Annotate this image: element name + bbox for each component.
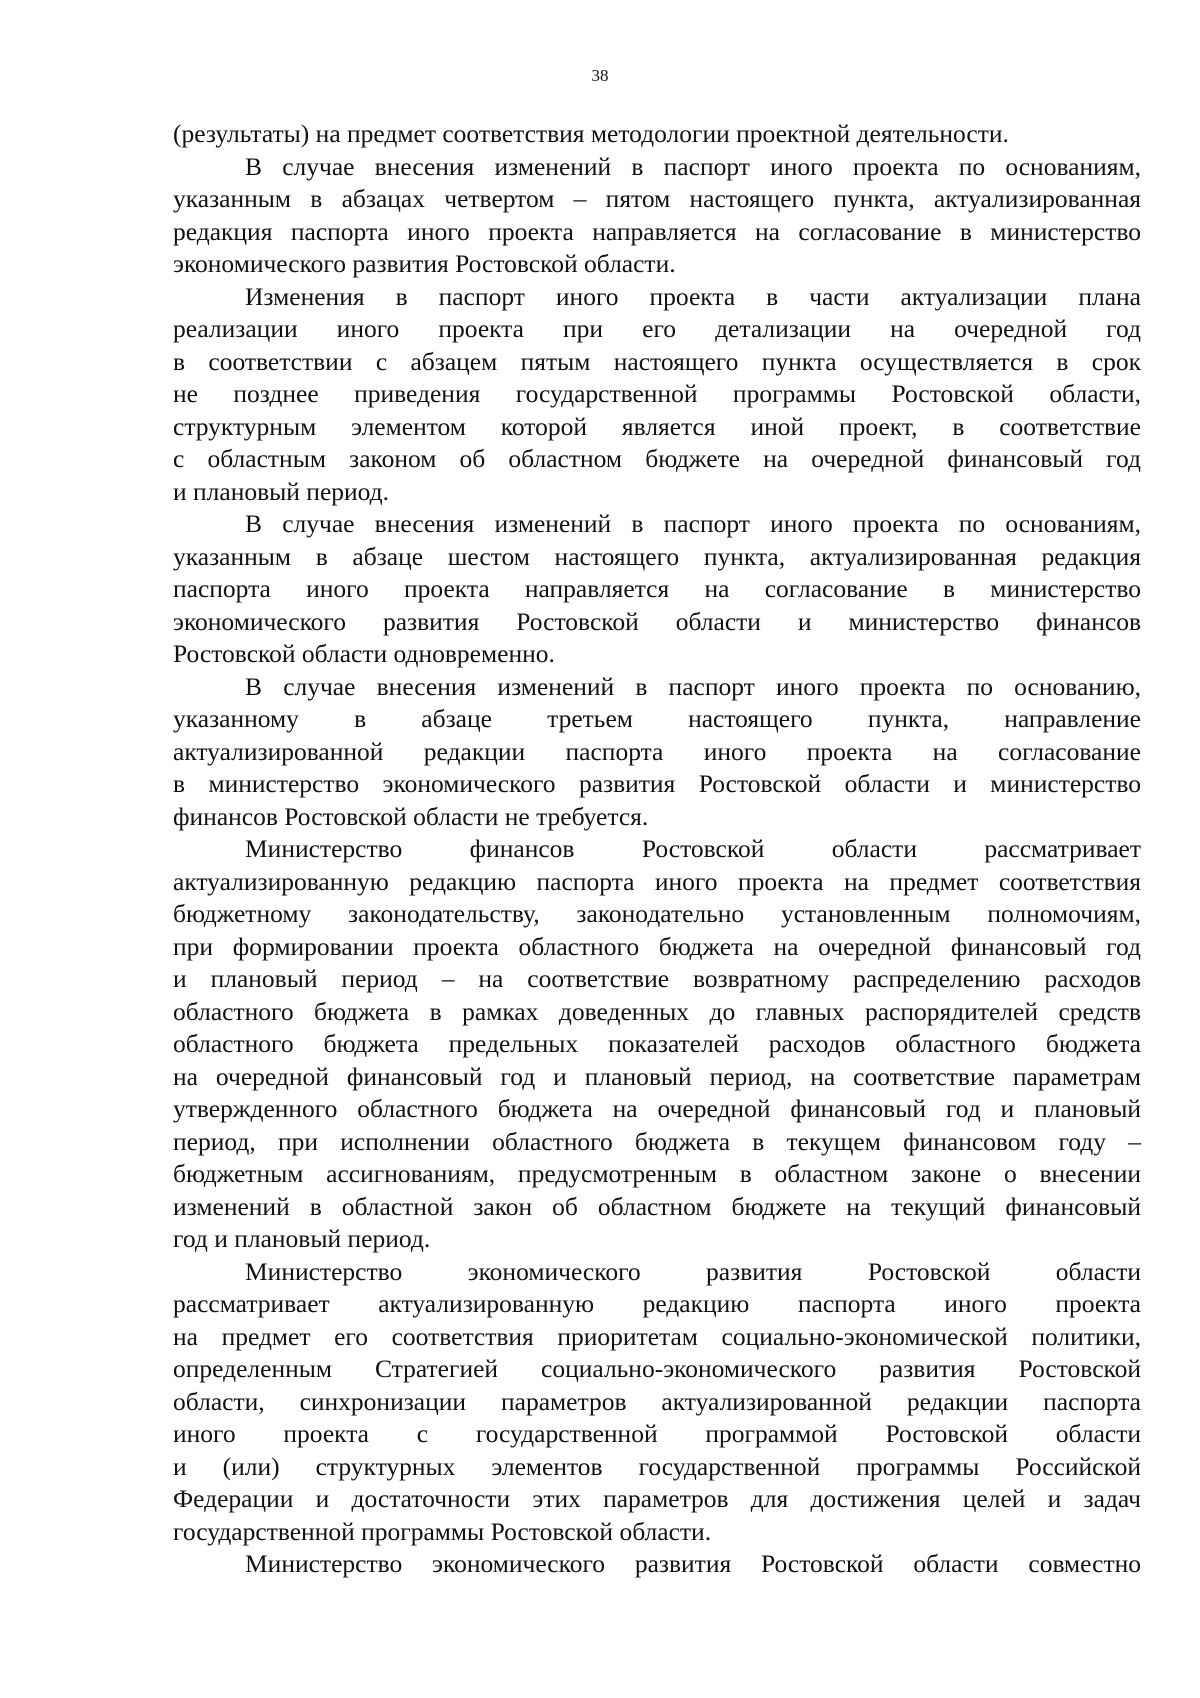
text-line: не позднее приведения государственной программы Ростовской области,: [173, 379, 1141, 408]
text-line: на очередной финансовый год и плановый период, на соответствие параметрам: [173, 1061, 1141, 1091]
text-line: Ростовской области одновременно.: [173, 639, 555, 668]
text-line: в министерство экономического развития Ростовской области и министерство: [173, 769, 1141, 798]
text-line: рассматривает актуализированную редакцию паспорта иного проекта: [173, 1289, 1141, 1318]
text-line: Министерство экономического развития Ростовской области совместно: [245, 1549, 1141, 1578]
text-line: В случае внесения изменений в паспорт иного проекта по основанию,: [245, 671, 1141, 701]
text-line: и плановый период – на соответствие возвратному распределению расходов: [173, 964, 1141, 993]
text-line: экономического развития Ростовской области и министерство финансов: [173, 606, 1141, 636]
text-line: актуализированную редакцию паспорта иного проекта на предмет соответствия: [173, 866, 1141, 896]
text-line: и (или) структурных элементов государственной программы Российской: [173, 1451, 1141, 1481]
text-line: утвержденного областного бюджета на очередной финансовый год и плановый: [173, 1094, 1141, 1123]
text-line: В случае внесения изменений в паспорт иного проекта по основаниям,: [245, 151, 1141, 181]
text-line: Изменения в паспорт иного проекта в части актуализации плана: [245, 281, 1141, 311]
text-line: структурным элементом которой является иной проект, в соответствие: [173, 411, 1141, 441]
text-line: год и плановый период.: [173, 1224, 431, 1253]
text-line: актуализированной редакции паспорта иного проекта на согласование: [173, 736, 1141, 766]
text-line: областного бюджета предельных показателей расходов областного бюджета: [173, 1029, 1141, 1058]
page-number: 38: [591, 66, 609, 85]
text-line: период, при исполнении областного бюджета в текущем финансовом году –: [173, 1126, 1141, 1156]
text-line: иного проекта с государственной программой Ростовской области: [173, 1419, 1141, 1448]
text-line: паспорта иного проекта направляется на согласование в министерство: [173, 574, 1141, 603]
text-line: указанным в абзаце шестом настоящего пункта, актуализированная редакция: [173, 541, 1141, 571]
text-line: бюджетному законодательству, законодательно установленным полномочиям,: [173, 899, 1141, 928]
text-line: Министерство финансов Ростовской области рассматривает: [245, 834, 1141, 863]
text-line: и плановый период.: [173, 476, 390, 506]
text-line: на предмет его соответствия приоритетам социально-экономической политики,: [173, 1321, 1141, 1351]
text-line: В случае внесения изменений в паспорт иного проекта по основаниям,: [245, 509, 1141, 538]
text-line: определенным Стратегией социально-экономического развития Ростовской: [173, 1354, 1141, 1383]
text-line: в соответствии с абзацем пятым настоящего пункта осуществляется в срок: [173, 346, 1141, 376]
text-line: указанному в абзаце третьем настоящего пункта, направление: [173, 704, 1141, 733]
text-line: (результаты) на предмет соответствия методологии проектной деятельности.: [173, 119, 1009, 148]
text-line: финансов Ростовской области не требуется.: [173, 801, 649, 831]
text-line: с областным законом об областном бюджете на очередной финансовый год: [173, 444, 1141, 473]
text-line: бюджетным ассигнованиям, предусмотренным в областном законе о внесении: [173, 1159, 1141, 1188]
text-line: указанным в абзацах четвертом – пятом настоящего пункта, актуализированная: [173, 184, 1141, 213]
text-line: изменений в областной закон об областном бюджете на текущий финансовый: [173, 1191, 1141, 1221]
text-line: Федерации и достаточности этих параметров для достижения целей и задач: [173, 1484, 1141, 1513]
text-line: экономического развития Ростовской области.: [173, 249, 676, 278]
text-line: области, синхронизации параметров актуализированной редакции паспорта: [173, 1386, 1141, 1416]
document-body: [173, 118, 1141, 1581]
text-line: государственной программы Ростовской области.: [173, 1516, 712, 1546]
text-line: реализации иного проекта при его детализации на очередной год: [173, 314, 1141, 343]
text-line: Министерство экономического развития Ростовской области: [245, 1256, 1141, 1286]
text-line: при формировании проекта областного бюджета на очередной финансовый год: [173, 931, 1141, 961]
text-line: редакция паспорта иного проекта направляется на согласование в министерство: [173, 216, 1141, 246]
text-line: областного бюджета в рамках доведенных до главных распорядителей средств: [173, 996, 1141, 1026]
